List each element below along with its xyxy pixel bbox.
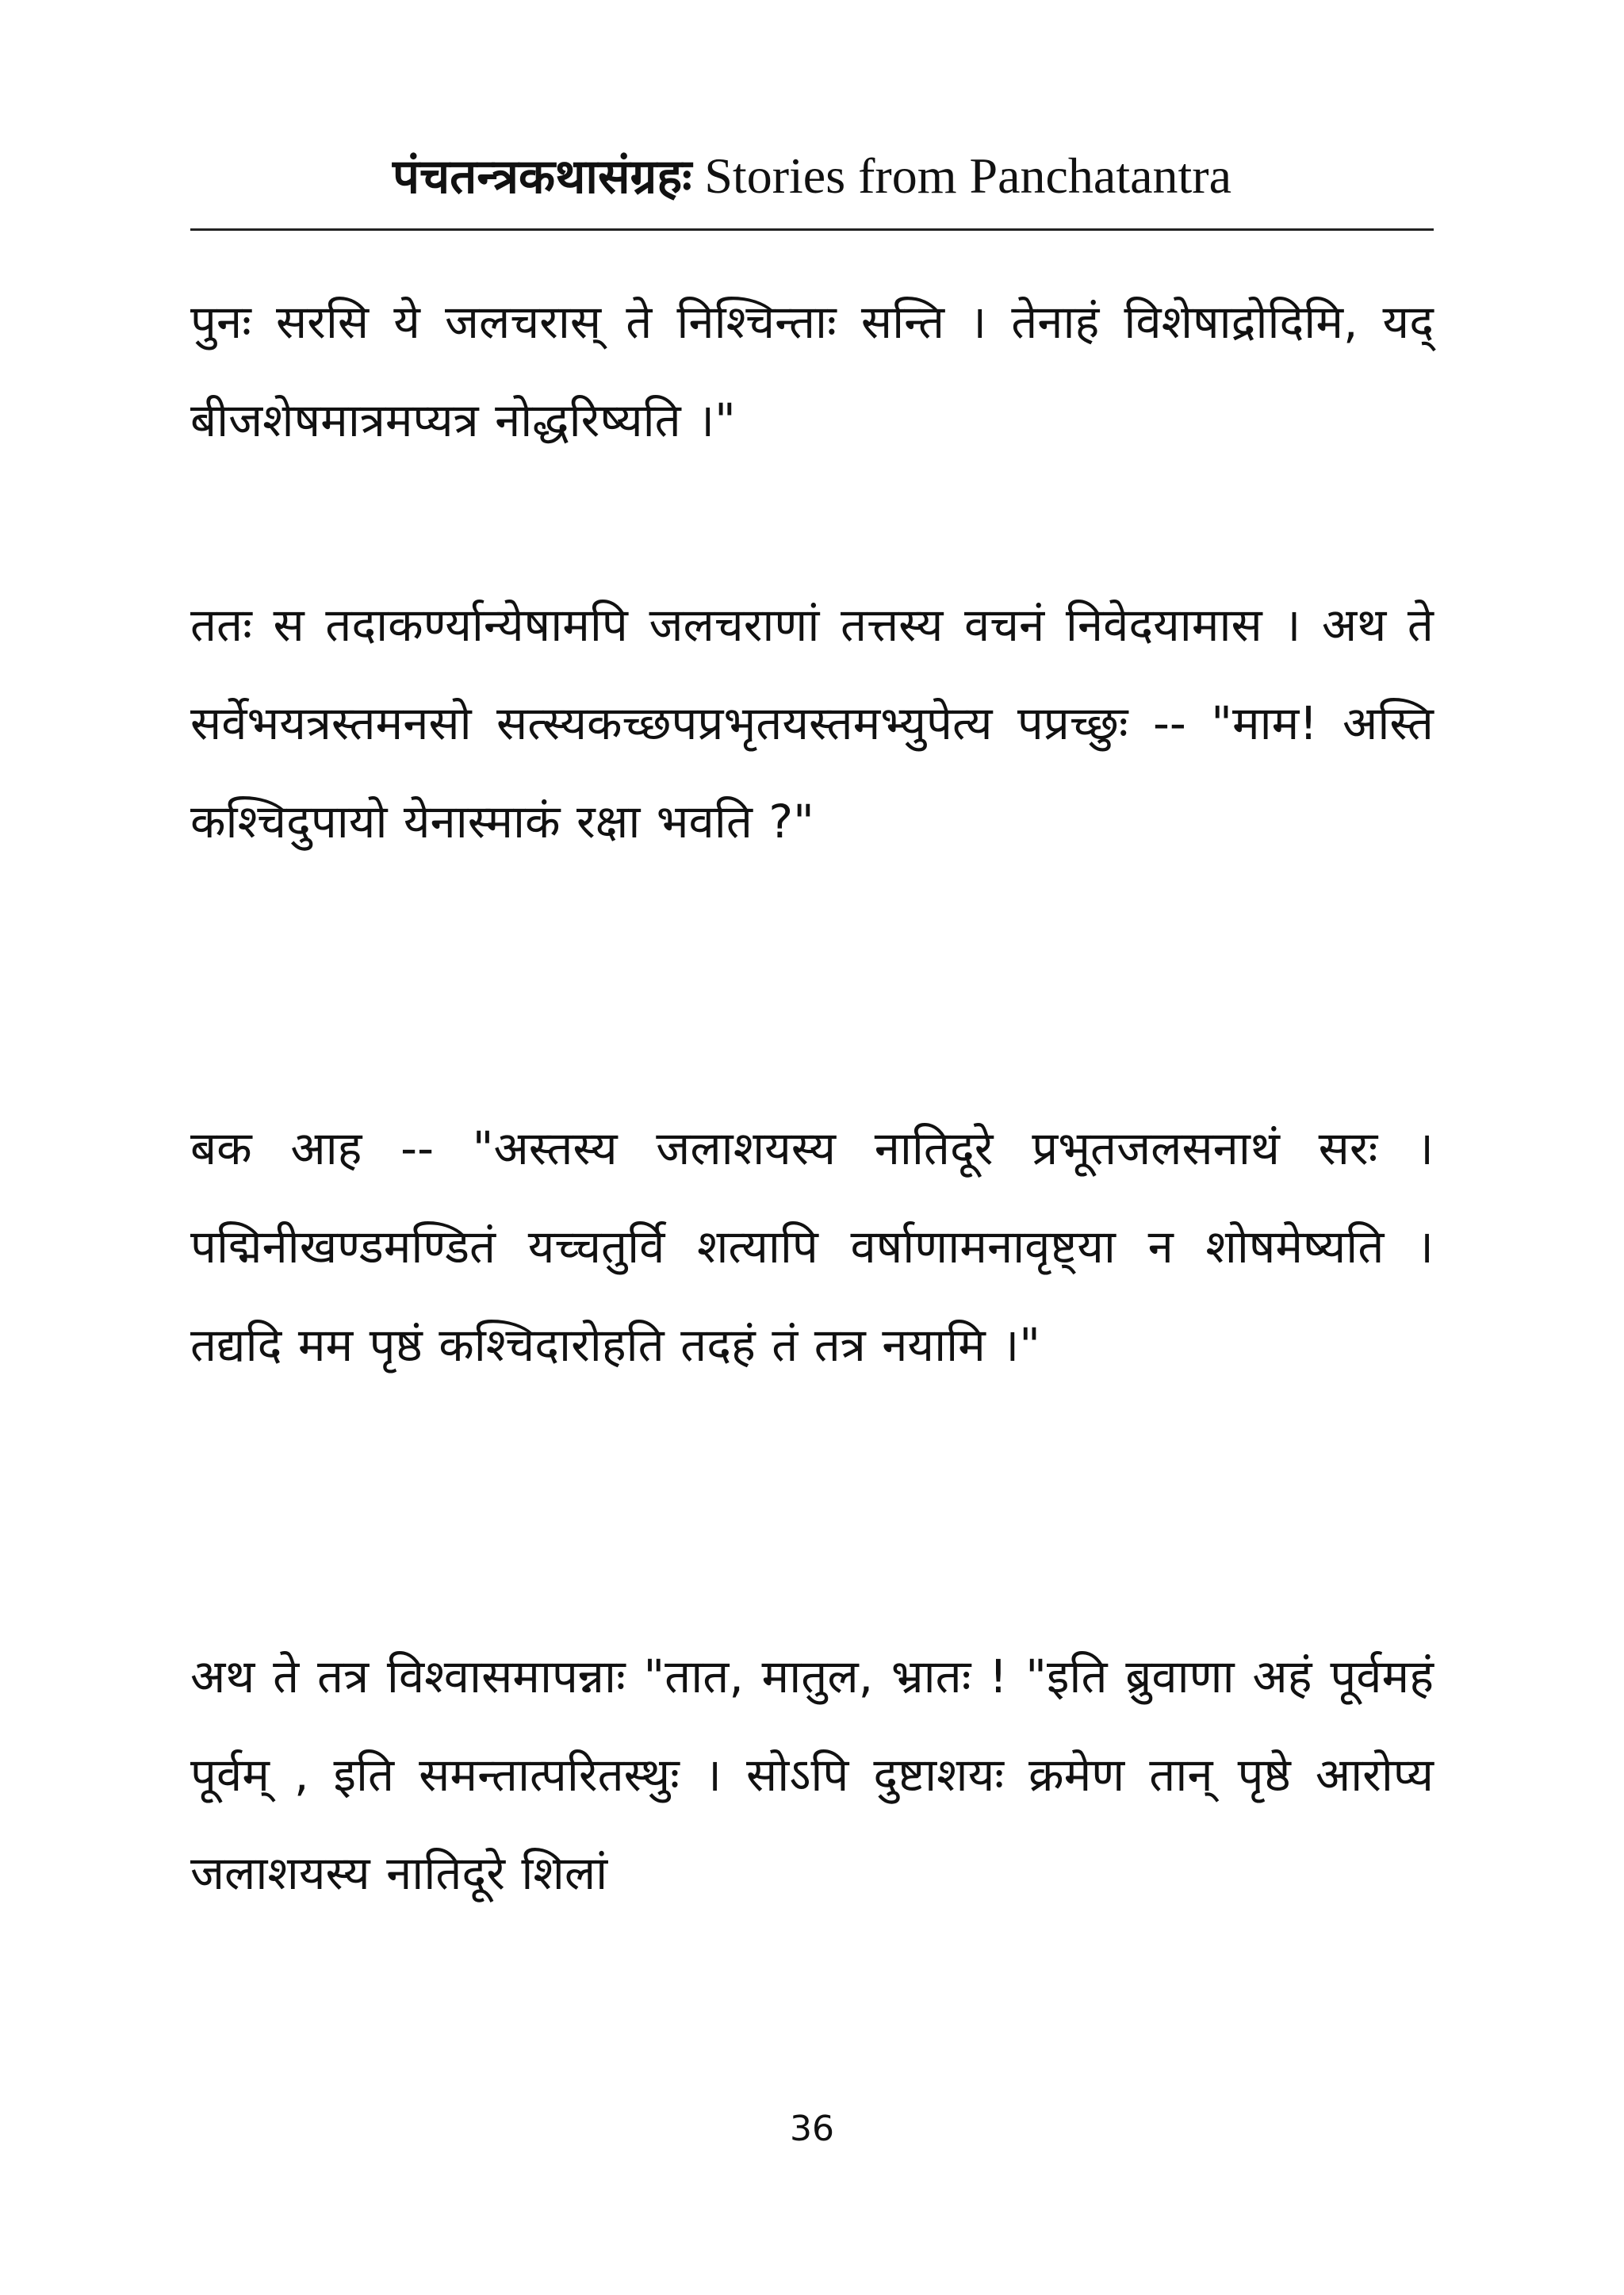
header-divider bbox=[190, 228, 1434, 231]
header-title-english: Stories from Panchatantra bbox=[704, 148, 1232, 204]
paragraph-4: अथ ते तत्र विश्वासमापन्नाः "तात, मातुल, भ्रातः ! "इति ब्रुवाणा अहं पूर्वमहं पूर्वम् , इति समन्तात्परितस्थुः । सोऽपि दुष्टाशयः क्रमेण तान् पृष्ठे आरोप्य जलाशयस्य नातिदूरे शिलां bbox=[190, 1649, 1434, 1900]
paragraph-2: ततः स तदाकर्ण्यान्येषामपि जलचराणां तत्तस्य वचनं निवेदयामास । अथ ते सर्वेभयत्रस्तमनसो सत्स्यकच्छपप्रभृतयस्तमभ्युपेत्य पप्रच्छुः -- "माम! अस्ति कश्चिदुपायो येनास्माकं रक्षा भवति ?" bbox=[190, 598, 1434, 849]
paragraph-1: पुनः सरसि ये जलचरास् ते निश्चिन्ताः सन्ति । तेनाहं विशेषाद्रोदिमि, यद् बीजशेषमात्रमप्यत्र नोद्धरिष्यति ।" bbox=[190, 295, 1434, 447]
page-number: 36 bbox=[790, 2109, 834, 2149]
running-header bbox=[190, 133, 1434, 219]
header-title-devanagari: पंचतन्त्रकथासंग्रहः bbox=[392, 149, 692, 205]
paragraph-3: बक आह -- "अस्तस्य जलाशयस्य नातिदूरे प्रभूतजलसनाथं सरः । पद्मिनीखण्डमण्डितं यच्चतुर्वि शत्यापि वर्षाणामनावृष्ट्या न शोषमेष्यति । तद्यदि मम पृष्ठं कश्चिदारोहति तदहं तं तत्र नयामि ।" bbox=[190, 1121, 1434, 1372]
